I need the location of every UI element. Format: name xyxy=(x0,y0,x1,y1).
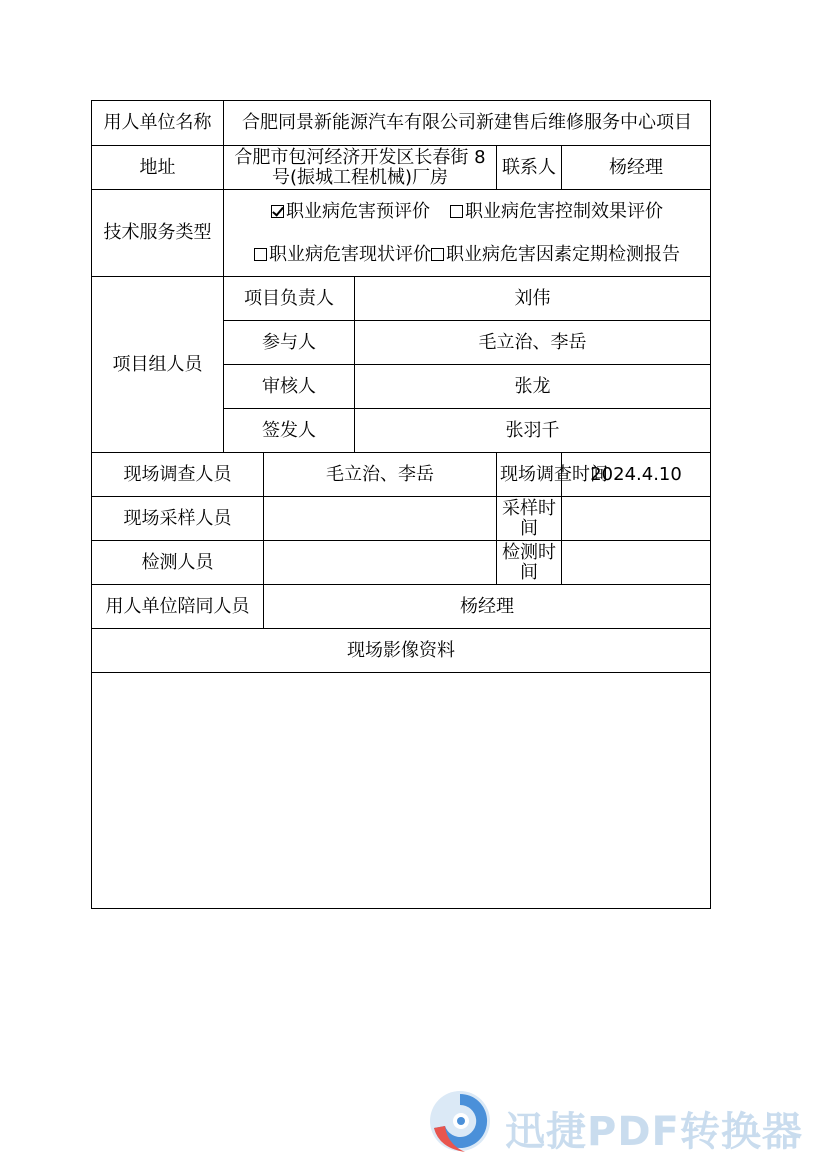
checkbox-unchecked-icon[interactable] xyxy=(450,205,463,218)
team-role: 参与人 xyxy=(224,321,355,365)
service-type-options xyxy=(224,190,711,277)
escort-value: 杨经理 xyxy=(264,585,711,629)
watermark xyxy=(425,1088,815,1158)
address-line-1: 合肥市包河经济开发区长春街 8 xyxy=(234,146,486,168)
service-type-label: 技术服务类型 xyxy=(92,190,224,277)
row-employer xyxy=(92,101,711,146)
row-address xyxy=(92,146,711,190)
survey-staff-value: 毛立治、李岳 xyxy=(264,453,497,497)
service-option-pre-evaluation[interactable]: 职业病危害预评价 xyxy=(271,190,430,233)
team-label: 项目组人员 xyxy=(92,277,224,453)
xunjie-logo-icon xyxy=(425,1088,495,1158)
checkbox-unchecked-icon[interactable] xyxy=(431,248,444,261)
employer-value: 合肥同景新能源汽车有限公司新建售后维修服务中心项目 xyxy=(224,101,711,146)
row-escort xyxy=(92,585,711,629)
employer-label: 用人单位名称 xyxy=(92,101,224,146)
service-option-control-effect[interactable]: 职业病危害控制效果评价 xyxy=(450,190,663,233)
team-name: 刘伟 xyxy=(355,277,711,321)
sampling-time-value xyxy=(562,497,711,541)
sampling-staff-label: 现场采样人员 xyxy=(92,497,264,541)
contact-label: 联系人 xyxy=(497,146,562,190)
row-testing xyxy=(92,541,711,585)
survey-time-label: 现场调查时间 xyxy=(497,453,562,497)
team-name: 毛立治、李岳 xyxy=(355,321,711,365)
row-survey xyxy=(92,453,711,497)
contact-value: 杨经理 xyxy=(562,146,711,190)
row-service-type xyxy=(92,190,711,277)
survey-staff-label: 现场调查人员 xyxy=(92,453,264,497)
escort-label: 用人单位陪同人员 xyxy=(92,585,264,629)
sampling-time-label: 采样时间 xyxy=(497,497,562,541)
address-line-2: 号(振城工程机械)厂房 xyxy=(271,166,449,188)
row-photos-area xyxy=(92,673,711,909)
row-team-lead xyxy=(92,277,711,321)
testing-staff-label: 检测人员 xyxy=(92,541,264,585)
testing-staff-value xyxy=(264,541,497,585)
service-option-periodic-testing[interactable]: 职业病危害因素定期检测报告 xyxy=(431,233,680,276)
service-option-status-evaluation[interactable]: 职业病危害现状评价 xyxy=(254,233,431,276)
testing-time-value xyxy=(562,541,711,585)
address-value xyxy=(224,146,497,190)
testing-time-label: 检测时间 xyxy=(497,541,562,585)
photos-label: 现场影像资料 xyxy=(92,629,711,673)
team-role: 签发人 xyxy=(224,409,355,453)
team-name: 张龙 xyxy=(355,365,711,409)
checkbox-checked-icon[interactable] xyxy=(271,205,284,218)
photos-area xyxy=(92,673,711,909)
checkbox-unchecked-icon[interactable] xyxy=(254,248,267,261)
watermark-text: 迅捷PDF转换器 xyxy=(505,1109,803,1155)
team-role: 审核人 xyxy=(224,365,355,409)
info-form-table xyxy=(91,100,711,909)
row-photos-header xyxy=(92,629,711,673)
team-name: 张羽千 xyxy=(355,409,711,453)
row-sampling xyxy=(92,497,711,541)
survey-time-value: 2024.4.10 xyxy=(562,453,711,497)
sampling-staff-value xyxy=(264,497,497,541)
team-role: 项目负责人 xyxy=(224,277,355,321)
address-label: 地址 xyxy=(92,146,224,190)
